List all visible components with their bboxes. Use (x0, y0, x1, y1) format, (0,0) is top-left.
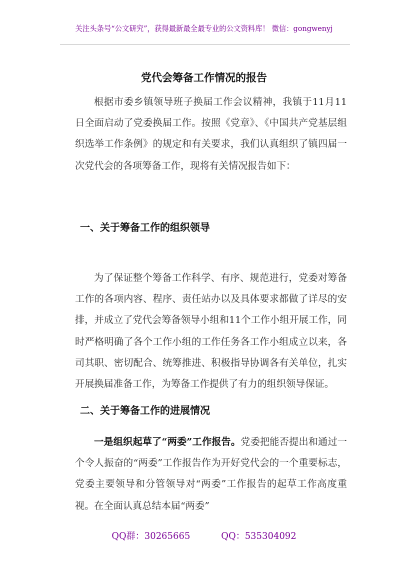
progress-body-text: 党委把能否提出和通过一个令人振奋的“两委”工作报告作为开好党代会的一个重要标志，党委主要领导和分管领导对“两委”工作报告的起草工作高度重视。在全面认真总结本届“两委” (75, 437, 347, 512)
footer-contacts (0, 529, 408, 542)
section-heading-progress: 二、关于筹备工作的进展情况 (80, 406, 210, 417)
footer-qq-group: QQ群：30265665 (111, 532, 191, 542)
section-heading-organization: 一、关于筹备工作的组织领导 (80, 223, 210, 234)
footer-qq-number: QQ：535304092 (221, 532, 297, 542)
intro-paragraph: 根据市委乡镇领导班子换届工作会议精神，我镇于11月11日全面启动了党委换届工作。按照《党章》、《中国共产党基层组织选举工作条例》的规定和有关要求，我们认真组织了镇四届一次党代会的各项筹备工作，现将有关情况报告如下： (75, 97, 347, 172)
progress-lead-text: 一是组织起草了“两委”工作报告。 (94, 437, 241, 448)
document-title: 党代会筹备工作情况的报告 (141, 72, 267, 84)
header-divider (60, 44, 350, 45)
organization-paragraph: 为了保证整个筹备工作科学、有序、规范进行，党委对筹备工作的各项内容、程序、责任站办以及具体要求都做了详尽的安排，并成立了党代会筹备领导小组和11个工作小组开展工作，同时严格明确了各个工作小组的工作任务各工作小组成立以来，各司其职、密切配合、统筹推进、积极指导协调各有关单位，扎实开展换届准备工作，为筹备工作提供了有力的组织领导保证。 (75, 273, 347, 391)
header-banner: 关注头条号“公文研究”，获得最新最全最专业的公文资料库！ 微信：gongwenyj (75, 24, 333, 33)
progress-paragraph (75, 432, 347, 517)
